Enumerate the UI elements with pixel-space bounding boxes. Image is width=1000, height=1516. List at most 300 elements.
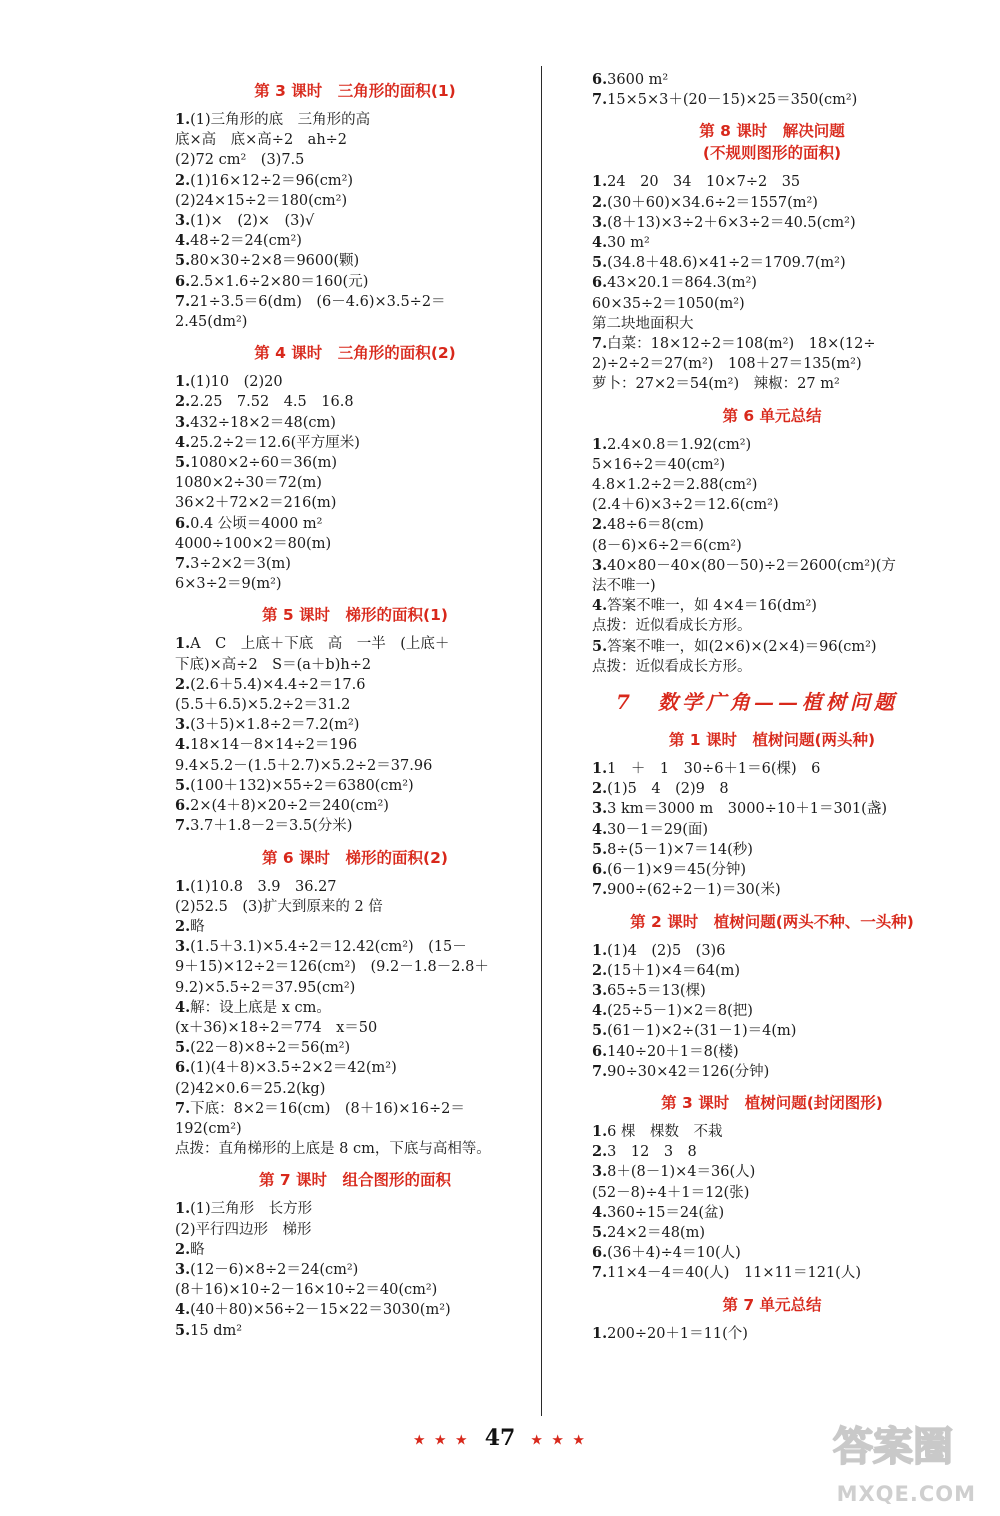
question-number: 4.	[592, 1203, 608, 1221]
question-number: 5.	[175, 454, 191, 472]
answer-text: (1.5＋3.1)×5.4÷2＝12.42(cm²) (15－	[190, 939, 467, 956]
answer-text: 200÷20＋1＝11(个)	[607, 1325, 748, 1342]
answer-text: (15＋1)×4＝64(m)	[607, 962, 741, 979]
answer-text: (3＋5)×1.8÷2＝7.2(m²)	[190, 717, 360, 734]
section-heading	[592, 911, 952, 933]
answer-text: 192(cm²)	[175, 1120, 242, 1137]
question-number: 6.	[592, 1244, 608, 1262]
answer-text: (52－8)÷4＋1＝12(张)	[592, 1184, 750, 1201]
question-number: 1.	[175, 635, 191, 653]
answer-line	[592, 880, 952, 900]
section-title: 第 7 课时 组合图形的面积	[258, 1171, 452, 1190]
question-number: 7.	[175, 817, 191, 835]
answer-line	[175, 937, 535, 957]
answer-line	[592, 1223, 952, 1243]
answer-text: (2)72 cm² (3)7.5	[175, 152, 305, 169]
answer-line	[592, 1203, 952, 1223]
answer-text: 25.2÷2＝12.6(平方厘米)	[190, 434, 360, 451]
answer-text: 9.4×5.2－(1.5＋2.7)×5.2÷2＝37.96	[175, 757, 433, 774]
answer-line	[175, 1099, 535, 1119]
question-number: 1.	[592, 1324, 608, 1342]
answer-line	[592, 1001, 952, 1021]
question-number: 7.	[175, 292, 191, 310]
column-divider	[541, 66, 542, 1416]
answer-text: (1)10.8 3.9 36.27	[190, 878, 337, 895]
answer-line	[175, 150, 535, 170]
answer-line	[175, 392, 535, 412]
question-number: 2.	[175, 917, 191, 935]
section-heading	[175, 604, 535, 626]
answer-text: 下底)×高÷2 S＝(a＋b)h÷2	[175, 656, 372, 673]
question-number: 3.	[175, 938, 191, 956]
answer-text: (8＋13)×3÷2＋6×3÷2＝40.5(cm²)	[607, 214, 856, 231]
answer-text: 2.5×1.6÷2×80＝160(元)	[190, 273, 369, 290]
answer-text: 30－1＝29(面)	[607, 821, 709, 838]
answer-line	[175, 776, 535, 796]
answer-text: (8－6)×6÷2＝6(cm²)	[592, 537, 742, 554]
answer-text: 3.7＋1.8－2＝3.5(分米)	[190, 818, 353, 835]
answer-text: (6－1)×9＝45(分钟)	[607, 862, 747, 879]
answer-text: 点拨：近似看成长方形。	[592, 618, 752, 635]
section-title: 第 3 课时 三角形的面积(1)	[254, 82, 456, 100]
answer-line	[592, 759, 952, 779]
answer-line	[175, 272, 535, 292]
section-title: 第 1 课时 植树问题(两头种)	[668, 731, 876, 750]
answer-text: (2)52.5 (3)扩大到原来的 2 倍	[175, 898, 383, 915]
answer-line	[175, 675, 535, 695]
chapter-heading: 7 数学广角——植树问题	[616, 690, 898, 715]
answer-text: (2.4＋6)×3÷2＝12.6(cm²)	[592, 497, 779, 514]
answer-text: 8÷(5－1)×7＝14(秒)	[607, 841, 753, 858]
answer-text: 24×2＝48(m)	[607, 1224, 705, 1241]
answer-line	[175, 756, 535, 776]
question-number: 5.	[592, 1223, 608, 1241]
answer-line	[592, 233, 952, 253]
answer-line	[175, 1199, 535, 1219]
answer-text: (30＋60)×34.6÷2＝1557(m²)	[607, 194, 818, 211]
answer-text: 30 m²	[607, 235, 650, 252]
question-number: 3.	[175, 413, 191, 431]
answer-line	[175, 554, 535, 574]
question-number: 3.	[592, 1163, 608, 1181]
question-number: 6.	[175, 514, 191, 532]
answer-line	[592, 779, 952, 799]
question-number: 4.	[592, 820, 608, 838]
question-number: 4.	[175, 998, 191, 1016]
answer-line	[592, 495, 952, 515]
question-number: 5.	[175, 776, 191, 794]
answer-text: (5.5＋6.5)×5.2÷2＝31.2	[175, 697, 351, 714]
answer-line	[175, 171, 535, 191]
answer-line	[175, 312, 535, 332]
question-number: 5.	[592, 1022, 608, 1040]
answer-text: (36＋4)÷4＝10(人)	[607, 1245, 741, 1262]
answer-line	[175, 1079, 535, 1099]
question-number: 4.	[175, 433, 191, 451]
answer-line	[175, 110, 535, 130]
answer-line	[175, 877, 535, 897]
question-number: 3.	[592, 213, 608, 231]
answer-line	[592, 536, 952, 556]
answer-line	[592, 799, 952, 819]
answer-text: 下底：8×2＝16(cm) (8＋16)×16÷2＝	[190, 1100, 465, 1117]
section-heading	[175, 80, 535, 102]
question-number: 1.	[175, 111, 191, 128]
answer-line	[592, 556, 952, 576]
section-title: 第 2 课时 植树问题(两头不种、一头种)	[630, 912, 914, 931]
section-heading	[175, 847, 535, 869]
answer-text: (1)4 (2)5 (3)6	[607, 942, 726, 959]
answer-text: 4.8×1.2÷2＝2.88(cm²)	[592, 477, 758, 494]
answer-line	[592, 294, 952, 314]
question-number: 7.	[592, 335, 608, 353]
answer-line	[592, 1324, 952, 1344]
answer-text: 15×5×3＋(20－15)×25＝350(cm²)	[607, 92, 858, 109]
answer-line	[175, 453, 535, 473]
answer-text: 3 12 3 8	[607, 1144, 697, 1161]
question-number: 1.	[592, 173, 608, 191]
question-number: 4.	[175, 736, 191, 754]
question-number: 5.	[175, 1321, 191, 1339]
section-heading	[592, 1092, 952, 1114]
answer-line	[592, 637, 952, 657]
question-number: 4.	[175, 1301, 191, 1319]
answer-text: 答案不唯一，如 4×4＝16(dm²)	[607, 598, 817, 615]
question-number: 3.	[592, 981, 608, 999]
answer-line	[175, 998, 535, 1018]
question-number: 2.	[592, 1143, 608, 1161]
answer-line	[175, 715, 535, 735]
question-number: 6.	[175, 1059, 191, 1077]
question-number: 2.	[592, 516, 608, 534]
answer-text: 900÷(62÷2－1)＝30(米)	[607, 882, 781, 899]
question-number: 7.	[592, 1264, 608, 1282]
answer-line	[175, 1300, 535, 1320]
answer-text: A C 上底＋下底 高 一半 (上底＋	[190, 636, 450, 653]
answer-text: 1080×2÷60＝36(m)	[190, 455, 338, 472]
question-number: 3.	[592, 800, 608, 818]
answer-line	[592, 354, 952, 374]
answer-line	[592, 314, 952, 334]
answer-text: (61－1)×2÷(31－1)＝4(m)	[607, 1023, 797, 1040]
answer-line	[175, 1058, 535, 1078]
answer-line	[175, 634, 535, 654]
answer-text: (1)16×12÷2＝96(cm²)	[190, 172, 354, 189]
question-number: 2.	[175, 1240, 191, 1258]
answer-text: 点拨：直角梯形的上底是 8 cm，下底与高相等。	[175, 1141, 491, 1158]
answer-line	[592, 576, 952, 596]
question-number: 2.	[175, 393, 191, 411]
answer-text: (22－8)×8÷2＝56(m²)	[190, 1040, 351, 1057]
answer-line	[592, 596, 952, 616]
question-number: 1.	[592, 1122, 608, 1140]
answer-text: (1)× (2)× (3)√	[190, 213, 315, 230]
answer-line	[592, 860, 952, 880]
question-number: 1.	[592, 760, 608, 778]
answer-text: 24 20 34 10×7÷2 35	[607, 174, 801, 191]
watermark-logo-icon	[808, 1416, 978, 1476]
answer-line	[592, 334, 952, 354]
answer-text: 4000÷100×2＝80(m)	[175, 535, 332, 552]
answer-text: 白菜：18×12÷2＝108(m²) 18×(12÷	[607, 336, 876, 353]
answer-line	[175, 211, 535, 231]
answer-text: 60×35÷2＝1050(m²)	[592, 295, 745, 312]
answer-line	[592, 1183, 952, 1203]
answer-text: 3÷2×2＝3(m)	[190, 556, 291, 573]
answer-text: (x＋36)×18÷2＝774 x＝50	[175, 1019, 378, 1036]
answer-line	[592, 1162, 952, 1182]
answer-line	[592, 1263, 952, 1283]
question-number: 4.	[592, 597, 608, 615]
answer-text: 0.4 公顷＝4000 m²	[190, 515, 323, 532]
answer-line	[175, 796, 535, 816]
watermark-url: MXQE.COM	[836, 1482, 976, 1506]
answer-line	[592, 657, 952, 677]
right-column	[592, 70, 952, 1344]
answer-line	[592, 1042, 952, 1062]
answer-line	[175, 1280, 535, 1300]
answer-line	[175, 413, 535, 433]
answer-text: (1)三角形的底 三角形的高	[190, 112, 371, 128]
answer-line	[175, 372, 535, 392]
answer-text: 解：设上底是 x cm。	[190, 999, 331, 1016]
question-number: 4.	[592, 1002, 608, 1020]
answer-text: 9.2)×5.5÷2＝37.95(cm²)	[175, 979, 356, 996]
question-number: 3.	[175, 212, 191, 230]
answer-line	[175, 130, 535, 150]
answer-line	[592, 840, 952, 860]
question-number: 6.	[175, 797, 191, 815]
answer-line	[592, 941, 952, 961]
section-heading	[592, 120, 952, 164]
answer-text: 点拨：近似看成长方形。	[592, 658, 752, 675]
answer-line	[592, 961, 952, 981]
question-number: 3.	[175, 1260, 191, 1278]
answer-line	[592, 70, 952, 90]
answer-text: 15 dm²	[190, 1322, 243, 1339]
answer-line	[175, 735, 535, 755]
answer-text: 第二块地面积大	[592, 315, 694, 332]
question-number: 1.	[592, 941, 608, 959]
star-decoration-right: ★ ★ ★	[530, 1432, 587, 1449]
answer-line	[592, 273, 952, 293]
answer-text: (1)10 (2)20	[190, 374, 283, 391]
answer-line	[175, 473, 535, 493]
question-number: 5.	[592, 840, 608, 858]
answer-line	[175, 493, 535, 513]
answer-text: (1)5 4 (2)9 8	[607, 781, 729, 798]
answer-line	[175, 1240, 535, 1260]
answer-line	[175, 574, 535, 594]
answer-line	[592, 1243, 952, 1263]
answer-line	[592, 253, 952, 273]
answer-text: 2×(4＋8)×20÷2＝240(cm²)	[190, 798, 389, 815]
answer-line	[175, 231, 535, 251]
question-number: 6.	[592, 861, 608, 879]
question-number: 6.	[175, 272, 191, 290]
answer-line	[592, 1062, 952, 1082]
question-number: 3.	[592, 556, 608, 574]
answer-text: 80×30÷2×8＝9600(颗)	[190, 253, 360, 270]
section-title: 第 5 课时 梯形的面积(1)	[261, 606, 449, 625]
answer-text: (40＋80)×56÷2－15×22＝3030(m²)	[190, 1302, 451, 1319]
answer-text: (2)42×0.6＝25.2(kg)	[175, 1080, 326, 1097]
watermark	[808, 1416, 978, 1506]
question-number: 1.	[592, 435, 608, 453]
question-number: 4.	[592, 234, 608, 252]
section-heading	[592, 729, 952, 751]
section-title: 第 8 课时 解决问题	[699, 122, 845, 141]
question-number: 2.	[592, 961, 608, 979]
answer-line	[175, 655, 535, 675]
answer-text: 36×2＋72×2＝216(m)	[175, 495, 337, 512]
question-number: 3.	[175, 716, 191, 734]
answer-text: 3600 m²	[607, 72, 669, 88]
answer-text: 140÷20＋1＝8(楼)	[607, 1043, 739, 1060]
answer-line	[592, 90, 952, 110]
answer-text: 略	[190, 918, 205, 935]
answer-text: 8＋(8－1)×4＝36(人)	[607, 1164, 756, 1181]
answer-text: 40×80－40×(80－50)÷2＝2600(cm²)(方	[607, 557, 896, 574]
answer-text: 360÷15＝24(盆)	[607, 1204, 725, 1221]
answer-line	[175, 1139, 535, 1159]
question-number: 4.	[175, 232, 191, 250]
answer-text: 432÷18×2＝48(cm)	[190, 414, 336, 431]
answer-text: (1)(4＋8)×3.5÷2×2＝42(m²)	[190, 1060, 397, 1077]
answer-text: 11×4－4＝40(人) 11×11＝121(人)	[607, 1265, 861, 1282]
question-number: 7.	[175, 555, 191, 573]
answer-line	[175, 695, 535, 715]
answer-line	[175, 1260, 535, 1280]
answer-text: (25÷5－1)×2＝8(把)	[607, 1003, 753, 1020]
answer-line	[592, 1021, 952, 1041]
question-number: 5.	[592, 254, 608, 272]
answer-line	[175, 917, 535, 937]
answer-text: (100＋132)×55÷2＝6380(cm²)	[190, 777, 414, 794]
answer-line	[592, 475, 952, 495]
answer-text: 5×16÷2＝40(cm²)	[592, 456, 726, 473]
answer-text: 21÷3.5＝6(dm) (6－4.6)×3.5÷2＝	[190, 293, 446, 310]
answer-line	[592, 820, 952, 840]
section-title: 第 7 单元总结	[722, 1295, 822, 1314]
answer-text: 43×20.1＝864.3(m²)	[607, 275, 757, 292]
answer-line	[175, 433, 535, 453]
question-number: 1.	[175, 1200, 191, 1218]
question-number: 6.	[592, 1042, 608, 1060]
question-number: 2.	[175, 171, 191, 189]
answer-line	[592, 193, 952, 213]
section-heading	[592, 1294, 952, 1316]
answer-line	[592, 374, 952, 394]
answer-line	[592, 1142, 952, 1162]
section-title: 第 6 课时 梯形的面积(2)	[261, 848, 449, 867]
answer-line	[175, 816, 535, 836]
answer-text: 底×高 底×高÷2 ah÷2	[175, 132, 348, 149]
answer-line	[175, 514, 535, 534]
question-number: 6.	[592, 71, 608, 88]
answer-text: 2.45(dm²)	[175, 314, 248, 331]
answer-text: (1)三角形 长方形	[190, 1201, 313, 1218]
section-heading	[175, 342, 535, 364]
question-number: 7.	[175, 1099, 191, 1117]
answer-text: 2.25 7.52 4.5 16.8	[190, 394, 354, 411]
answer-text: 90÷30×42＝126(分钟)	[607, 1063, 770, 1080]
answer-line	[592, 213, 952, 233]
answer-text: 答案不唯一，如(2×6)×(2×4)＝96(cm²)	[607, 638, 877, 655]
answer-text: 6×3÷2＝9(m²)	[175, 576, 282, 593]
answer-text: 48÷2＝24(cm²)	[190, 233, 302, 250]
answer-text: (34.8＋48.6)×41÷2＝1709.7(m²)	[607, 255, 846, 272]
answer-line	[175, 978, 535, 998]
question-number: 7.	[592, 881, 608, 899]
star-decoration-left: ★ ★ ★	[413, 1432, 470, 1449]
answer-line	[175, 1220, 535, 1240]
section-heading	[175, 1169, 535, 1191]
answer-text: (12－6)×8÷2＝24(cm²)	[190, 1261, 359, 1278]
section-subtitle: (不规则图形的面积)	[702, 144, 842, 163]
question-number: 5.	[175, 252, 191, 270]
page-number: 47	[484, 1425, 516, 1451]
question-number: 5.	[175, 1039, 191, 1057]
answer-text: 2.4×0.8＝1.92(cm²)	[607, 436, 752, 453]
question-number: 2.	[175, 675, 191, 693]
answer-line	[175, 1321, 535, 1341]
answer-line	[592, 1122, 952, 1142]
answer-text: (2.6＋5.4)×4.4÷2＝17.6	[190, 676, 366, 693]
answer-line	[592, 435, 952, 455]
answer-text: 3 km＝3000 m 3000÷10＋1＝301(盏)	[607, 801, 887, 818]
section-title: 第 6 单元总结	[722, 406, 822, 425]
answer-line	[175, 897, 535, 917]
question-number: 7.	[592, 1062, 608, 1080]
answer-text: 65÷5＝13(棵)	[607, 982, 706, 999]
answer-text: 48÷6＝8(cm)	[607, 517, 704, 534]
answer-line	[592, 172, 952, 192]
answer-line	[175, 1038, 535, 1058]
answer-text: 9＋15)×12÷2＝126(cm²) (9.2－1.8－2.8＋	[175, 959, 489, 976]
answer-line	[175, 292, 535, 312]
answer-text: 萝卜：27×2＝54(m²) 辣椒：27 m²	[592, 376, 840, 393]
answer-line	[592, 616, 952, 636]
section-title: 第 3 课时 植树问题(封闭图形)	[661, 1093, 883, 1112]
question-number: 1.	[175, 877, 191, 895]
answer-line	[175, 1119, 535, 1139]
question-number: 2.	[592, 780, 608, 798]
left-column	[175, 70, 535, 1341]
answer-line	[175, 191, 535, 211]
answer-line	[175, 534, 535, 554]
question-number: 7.	[592, 91, 608, 109]
answer-line	[175, 1018, 535, 1038]
answer-text: 2)÷2÷2＝27(m²) 108＋27＝135(m²)	[592, 356, 862, 373]
question-number: 1.	[175, 373, 191, 391]
question-number: 5.	[592, 637, 608, 655]
answer-text: (2)平行四边形 梯形	[175, 1221, 312, 1238]
answer-text: 法不唯一)	[592, 578, 656, 595]
section-title: 第 4 课时 三角形的面积(2)	[254, 344, 456, 363]
answer-text: 1 ＋ 1 30÷6＋1＝6(棵) 6	[607, 761, 821, 778]
answer-text: 6 棵 棵数 不栽	[607, 1123, 723, 1140]
answer-line	[592, 455, 952, 475]
section-heading	[592, 405, 952, 427]
svg-text:答案圈: 答案圈	[833, 1424, 953, 1470]
question-number: 2.	[592, 193, 608, 211]
answer-line	[175, 251, 535, 271]
answer-text: 略	[190, 1241, 205, 1258]
answer-line	[592, 515, 952, 535]
question-number: 6.	[592, 274, 608, 292]
answer-line	[592, 981, 952, 1001]
